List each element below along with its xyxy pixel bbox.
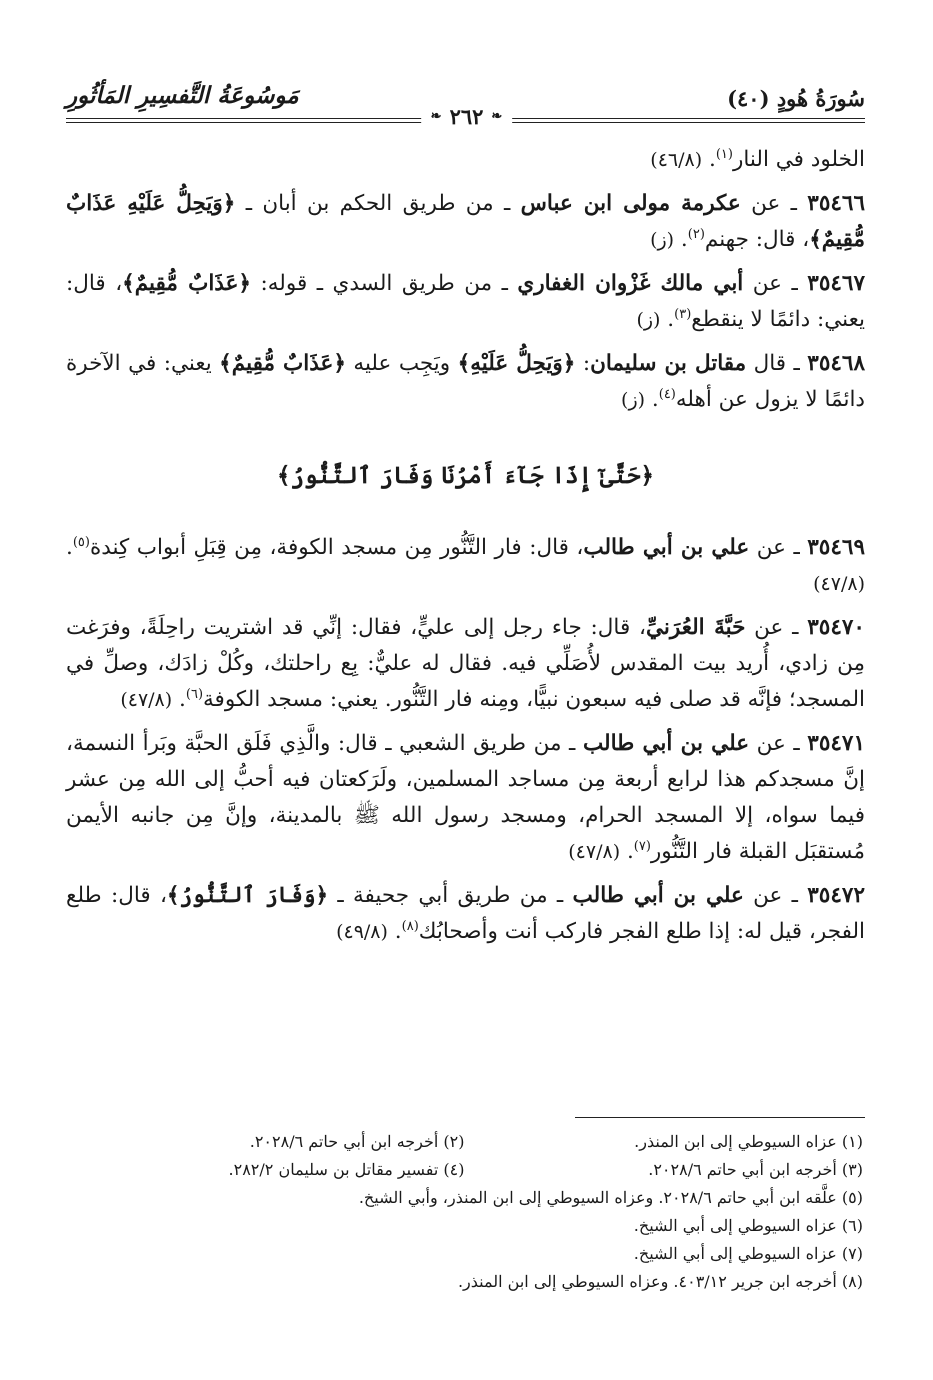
quran-quote: ﴿عَذَابٌ مُّقِيمٌ﴾	[219, 351, 346, 376]
footnote-row	[66, 1240, 863, 1268]
entry-text: .	[702, 147, 716, 172]
entry-paragraph	[66, 186, 865, 258]
footnote-7: (٧) عزاه السيوطي إلى أبي الشيخ.	[633, 1244, 863, 1263]
surah-title: سُورَةُ هُودٍ (٤٠)	[727, 86, 865, 111]
entry-text: ، قال: جهنم	[704, 227, 810, 252]
book-title: مَوسُوعَةُ التَّفسِيرِ المَأثُورِ	[66, 82, 299, 109]
entry-number: ٣٥٤٧١	[807, 731, 866, 756]
entry-text: .	[645, 387, 659, 412]
entry-paragraph	[66, 142, 865, 178]
volume-reference: (ز)	[650, 229, 675, 251]
narrator-name: علي بن أبي طالب	[583, 535, 750, 560]
footnotes	[66, 1128, 863, 1296]
entry-text: يعني: في الآخرة دائمًا لا يزول عن أهله	[66, 351, 865, 412]
entry-number: ٣٥٤٧٢	[807, 883, 865, 908]
entry-text: ، قال: فار التَّنُّور مِن مسجد الكوفة، مِن قِبَلِ أبواب كِندة	[89, 535, 584, 560]
entry-text: ـ عن	[745, 615, 808, 640]
entry-text: ـ عن	[749, 731, 808, 756]
entry-text: الخلود في النار	[732, 147, 865, 172]
ornament-icon: ❧	[430, 109, 442, 124]
footnote-marker: (٦)	[185, 686, 204, 702]
entry-text: .	[674, 227, 688, 252]
narrator-name: أبي مالك غَزْوان الغفاري	[517, 271, 744, 296]
entry-text: ـ من طريق أبي جحيفة ـ	[328, 883, 573, 908]
footnote-2: (٢) أخرجه ابن أبي حاتم ٢٠٢٨/٦.	[249, 1132, 465, 1151]
footnote-marker: (٢)	[687, 226, 705, 242]
narrator-name: عكرمة مولى ابن عباس	[520, 191, 741, 216]
footnote-marker: (٨)	[401, 918, 419, 934]
footnote-marker: (٣)	[674, 306, 692, 322]
entry-text: .	[620, 839, 634, 864]
volume-reference: (٤٦/٨)	[650, 149, 703, 171]
paragraph-group-2	[66, 530, 865, 950]
footnote-marker: (٧)	[633, 838, 651, 854]
entry-text: .	[66, 535, 73, 560]
volume-reference: (٤٧/٨)	[813, 573, 865, 595]
entry-number: ٣٥٤٦٩	[807, 535, 865, 560]
page-number: ٢٦٢	[449, 104, 484, 129]
entry-text: ، قال: يعني: دائمًا لا ينقطع	[66, 271, 865, 332]
entry-paragraph	[66, 610, 865, 718]
entry-paragraph	[66, 530, 865, 602]
narrator-name: علي بن أبي طالب	[582, 731, 750, 756]
entry-number: ٣٥٤٦٦	[807, 191, 866, 216]
entry-text: ويَجِب عليه	[345, 351, 458, 376]
entry-text: ـ من طريق السدي ـ قوله:	[251, 271, 518, 296]
entry-number: ٣٥٤٦٧	[807, 271, 866, 296]
footnote-6: (٦) عزاه السيوطي إلى أبي الشيخ.	[633, 1216, 863, 1235]
verse-heading: ﴿حَتَّىٰٓ إِذَا جَآءَ أَمْرُنَا وَفَارَ ٱلتَّنُّورُ﴾	[277, 462, 654, 489]
narrator-name: حَبَّةَ العُرَنيِّ	[645, 615, 746, 640]
volume-reference: (٤٩/٨)	[336, 921, 388, 943]
entry-text: ـ قال	[746, 351, 808, 376]
page-number-box	[421, 104, 513, 129]
ornament-icon: ❧	[491, 109, 503, 124]
footnote-5: (٥) علَّقه ابن أبي حاتم ٢٠٢٨/٦. وعزاه السيوطي إلى ابن المنذر، وأبي الشيخ.	[358, 1188, 863, 1207]
entry-paragraph	[66, 266, 865, 338]
main-text	[66, 142, 865, 958]
volume-reference: (٤٧/٨)	[568, 841, 621, 863]
volume-reference: (ز)	[636, 309, 661, 331]
entry-number: ٣٥٤٧٠	[807, 615, 865, 640]
footnote-marker: (٤)	[658, 386, 676, 402]
entry-text: ـ من طريق الحكم بن أبان ـ	[235, 191, 521, 216]
entry-text: ـ عن	[743, 883, 808, 908]
entry-paragraph	[66, 346, 865, 418]
entry-number: ٣٥٤٦٨	[807, 351, 866, 376]
entry-paragraph	[66, 726, 865, 870]
footnote-row	[66, 1212, 863, 1240]
footnote-3: (٣) أخرجه ابن أبي حاتم ٢٠٢٨/٦.	[648, 1160, 863, 1179]
footnote-row	[66, 1156, 863, 1184]
footnote-separator	[575, 1117, 865, 1118]
footnote-row	[66, 1128, 863, 1156]
entry-text: .	[172, 687, 186, 712]
footnote-row	[66, 1268, 863, 1296]
footnote-8: (٨) أخرجه ابن جرير ٤٠٣/١٢. وعزاه السيوطي إلى ابن المنذر.	[457, 1272, 863, 1291]
narrator-name: علي بن أبي طالب	[572, 883, 744, 908]
footnote-1: (١) عزاه السيوطي إلى ابن المنذر.	[634, 1132, 863, 1151]
footnote-marker: (١)	[715, 146, 733, 162]
paragraph-group-1	[66, 142, 865, 418]
quran-quote: ﴿وَفَارَ ٱلتَّنُّورُ﴾	[166, 883, 329, 908]
footnote-row	[66, 1184, 863, 1212]
entry-text: ، قال: طلع الفجر، قيل له: إذا طلع الفجر فاركب أنت وأصحابُك	[66, 883, 865, 944]
narrator-name: مقاتل بن سليمان	[590, 351, 747, 376]
quran-quote: ﴿وَيَحِلُّ عَلَيْهِ عَذَابٌ مُّقِيمٌ﴾	[66, 191, 865, 252]
entry-text: .	[387, 919, 402, 944]
entry-paragraph	[66, 878, 865, 950]
volume-reference: (ز)	[621, 389, 646, 411]
footnote-marker: (٥)	[72, 534, 90, 550]
entry-text: ـ عن	[743, 271, 808, 296]
entry-text: .	[660, 307, 675, 332]
entry-text: ، قال: جاء رجل إلى عليٍّ، فقال: إنِّي قد اشتريت راحِلَةً، وفرَغت مِن زادي، أُريد بيت المقدس لأُصَلِّي فيه. فقال له عليٌّ: بِع راحلتك، وكُلْ زادَك، وصلِّ في المسجد؛ فإنَّه قد صلى فيه سبعون نبيًّا، ومِنه فار التَّنُّور. يعني: مسجد الكوفة	[66, 615, 865, 712]
volume-reference: (٤٧/٨)	[120, 689, 173, 711]
quran-quote: ﴿عَذَابٌ مُّقِيمٌ﴾	[122, 271, 252, 296]
entry-text: ـ عن	[740, 191, 808, 216]
entry-text: ـ عن	[749, 535, 808, 560]
entry-text: :	[575, 351, 591, 376]
footnote-4: (٤) تفسير مقاتل بن سليمان ٢٨٢/٢.	[228, 1160, 465, 1179]
quran-quote: ﴿وَيَحِلُّ عَلَيْهِ﴾	[457, 351, 576, 376]
entry-text: ـ من طريق الشعبي ـ قال: والَّذِي فَلَق الحبَّة وبَرأ النسمة، إنَّ مسجدكم هذا لرابع أربعة مِن مساجد المسلمين، ولَرَكعتان فيه أحبُّ إلى الله مِن عشر فيما سواه، إلا المسجد الحرام، ومسجد رسول الله ﷺ بالمدينة، وإنَّ مِن جانبه الأيمن مُستقبَل القبلة فار التَّنُّور	[66, 731, 865, 864]
